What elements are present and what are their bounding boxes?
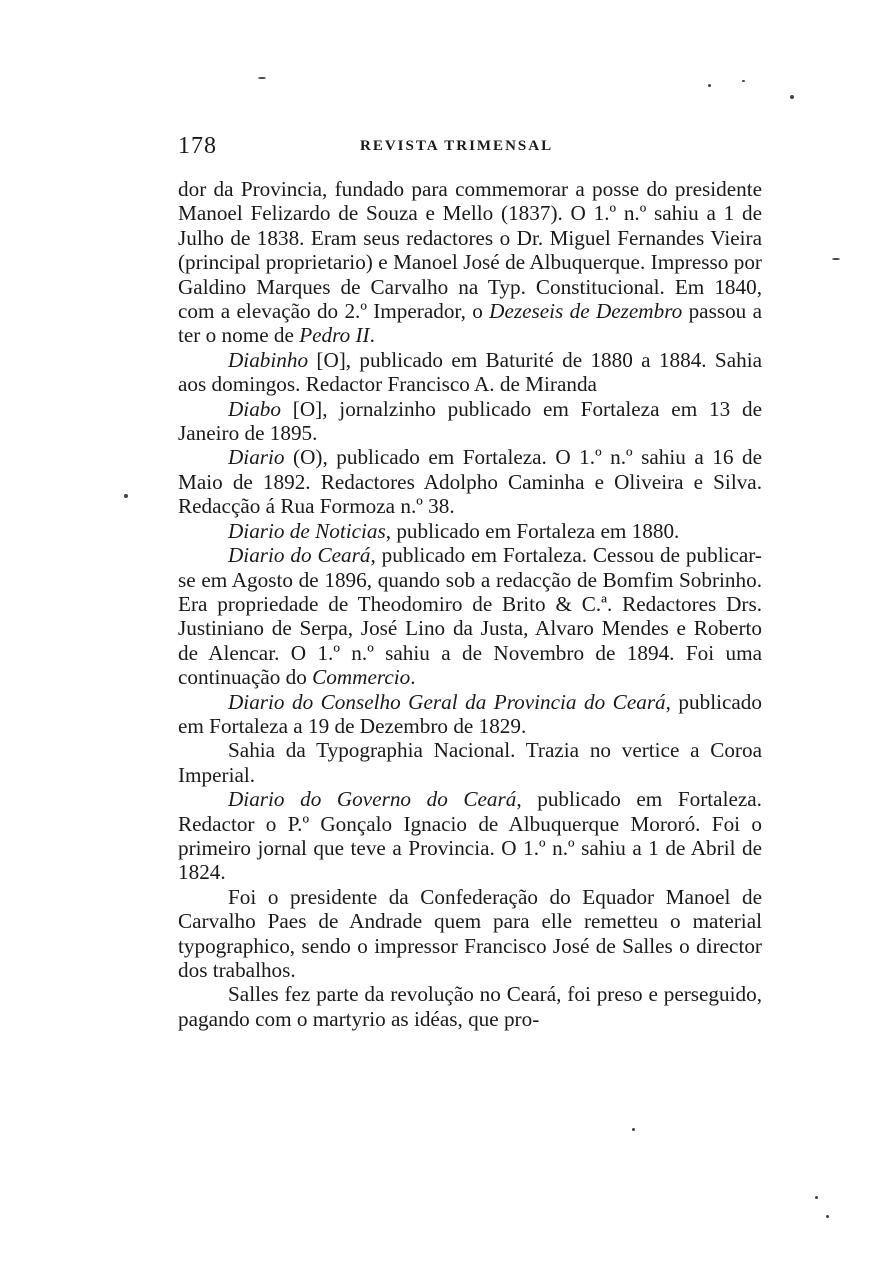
- text-run: , publicado em Fortaleza em 1880.: [385, 518, 680, 543]
- paragraph: [178, 177, 762, 348]
- text-run: , publicado em Fortaleza. Cessou de publicar-se em Agosto de 1896, quando sob a redacção de Bomfim Sobrinho. Era propriedade de Theodomiro de Brito & C.ª. Redactores Drs. Justiniano de Serpa, José Lino da Justa, Alvaro Mendes e Roberto de Alencar. O 1.º n.º sahiu a de Novembro de 1894. Foi uma continuação do: [178, 543, 762, 690]
- italic-title-run: Diario do Conselho Geral da Provincia do Ceará: [228, 689, 666, 714]
- text-run: dor da Provincia, fundado para commemorar a posse do presidente Manoel Felizardo de Souza e Mello (1837). O 1.º n.º sahiu a 1 de Julho de 1838. Eram seus redactores o Dr. Miguel Fernandes Vieira (principal proprietario) e Manoel José de Albuquerque. Impresso por Galdino Marques de Carvalho na Typ. Constitucional. Em 1840, com a elevação do 2.º Imperador, o: [178, 177, 762, 324]
- italic-title-run: Diario: [228, 445, 285, 470]
- text-run: Foi o presidente da Confederação do Equador Manoel de Carvalho Paes de Andrade quem para elle remetteu o material typographico, sendo o impressor Francisco José de Salles o director dos trabalhos.: [178, 884, 762, 982]
- paragraph: [178, 397, 762, 446]
- page-header: [178, 133, 762, 159]
- text-run: [O], jornalzinho publicado em Fortaleza em 13 de Janeiro de 1895.: [178, 396, 762, 446]
- paragraph: [178, 738, 762, 787]
- scan-speck: [258, 77, 266, 79]
- running-title: REVISTA TRIMENSAL: [360, 138, 554, 154]
- italic-title-run: Diabinho: [228, 347, 309, 372]
- scan-speck: [632, 1128, 635, 1131]
- scan-speck: [708, 84, 711, 87]
- scan-speck: [742, 80, 745, 82]
- paragraph: [178, 690, 762, 739]
- italic-title-run: Diario do Governo do Ceará: [228, 787, 517, 812]
- scan-speck: [815, 1196, 818, 1199]
- text-run: , publicado em Fortaleza a 19 de Dezembro de 1829.: [178, 689, 762, 738]
- page-number: 178: [178, 133, 217, 159]
- paragraph: [178, 885, 762, 983]
- italic-title-run: Dezeseis de Dezembro: [489, 299, 683, 324]
- text-run: , publicado em Fortaleza. Redactor o P.º Gonçalo Ignacio de Albuquerque Mororó. Foi o primeiro jornal que teve a Provincia. O 1.º n.º sahiu a 1 de Abril de 1824.: [178, 787, 762, 885]
- paragraph: [178, 445, 762, 518]
- paragraph: [178, 519, 762, 543]
- italic-title-run: Pedro II: [299, 323, 370, 348]
- scan-speck: [826, 1215, 829, 1218]
- italic-title-run: Diabo: [228, 396, 281, 421]
- text-run: .: [410, 665, 416, 690]
- body-text: [178, 177, 762, 1031]
- text-run: .: [369, 323, 375, 348]
- text-run: (O), publicado em Fortaleza. O 1.º n.º sahiu a 16 de Maio de 1892. Redactores Adolpho Caminha e Oliveira e Silva. Redacção á Rua Formoza n.º 38.: [178, 445, 762, 519]
- paragraph: [178, 982, 762, 1031]
- italic-title-run: Commercio: [312, 665, 411, 690]
- scan-speck: [790, 95, 794, 99]
- text-run: Sahia da Typographia Nacional. Trazia no vertice a Coroa Imperial.: [178, 738, 762, 787]
- paragraph: [178, 543, 762, 689]
- italic-title-run: Diario de Noticias: [228, 518, 386, 543]
- scan-speck: [124, 494, 128, 498]
- text-run: [O], publicado em Baturité de 1880 a 1884. Sahia aos domingos. Redactor Francisco A. de Miranda: [178, 347, 762, 397]
- text-run: passou a ter o nome de: [178, 299, 762, 348]
- paragraph: [178, 787, 762, 885]
- text-run: Salles fez parte da revolução no Ceará, foi preso e perseguido, pagando com o martyrio as idéas, que pro-: [178, 982, 762, 1031]
- scan-speck: [832, 258, 840, 260]
- paragraph: [178, 348, 762, 397]
- italic-title-run: Diario do Ceará: [228, 543, 371, 568]
